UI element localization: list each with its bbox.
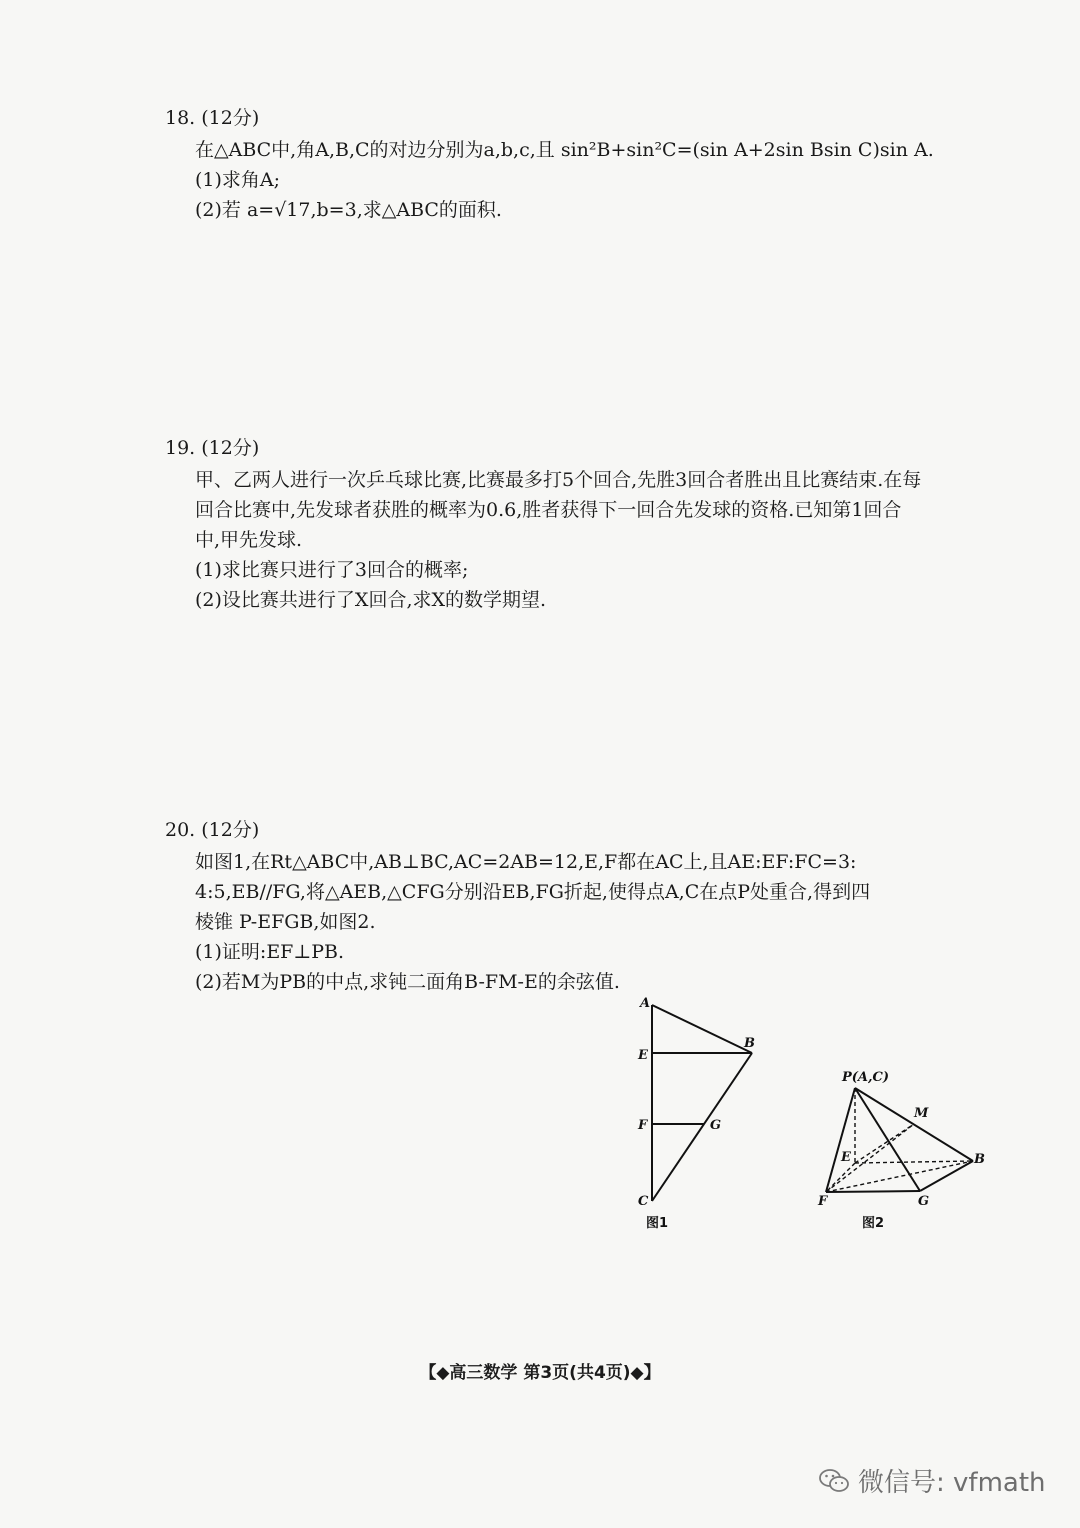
segment-FM bbox=[826, 1124, 914, 1192]
edge-GB bbox=[920, 1161, 973, 1191]
edge-EB bbox=[855, 1161, 973, 1163]
label-B: B bbox=[974, 1152, 985, 1167]
label-G: G bbox=[710, 1118, 722, 1133]
wechat-icon bbox=[818, 1467, 850, 1495]
segment-BC bbox=[652, 1053, 752, 1201]
segment-AB bbox=[652, 1005, 752, 1053]
question-20 bbox=[165, 815, 995, 997]
segment-EM bbox=[855, 1124, 914, 1163]
question-18-line-2: (1)求角A; bbox=[195, 169, 281, 191]
question-20-line-5: (2)若M为PB的中点,求钝二面角B-FM-E的余弦值. bbox=[195, 971, 620, 993]
label-E: E bbox=[841, 1150, 851, 1165]
question-19-line-3: 中,甲先发球. bbox=[195, 529, 303, 551]
question-19-line-1: 甲、乙两人进行一次乒乓球比赛,比赛最多打5个回合,先胜3回合者胜出且比赛结束.在每 bbox=[195, 469, 922, 491]
question-19-head: 19. (12分) bbox=[165, 437, 260, 459]
question-20-line-3: 棱锥 P-EFGB,如图2. bbox=[195, 911, 376, 933]
question-19-line-5: (2)设比赛共进行了X回合,求X的数学期望. bbox=[195, 589, 547, 611]
figure-1-caption: 图1 bbox=[646, 1216, 669, 1231]
question-20-line-4: (1)证明:EF⊥PB. bbox=[195, 941, 345, 963]
label-F: F bbox=[638, 1118, 648, 1133]
figure-2-caption: 图2 bbox=[862, 1216, 885, 1231]
watermark-text: 微信号: vfmath bbox=[858, 1468, 1046, 1498]
label-B: B bbox=[744, 1036, 755, 1051]
edge-PG bbox=[855, 1088, 920, 1191]
question-18 bbox=[165, 103, 995, 225]
label-E: E bbox=[638, 1048, 648, 1063]
edge-PF bbox=[826, 1088, 855, 1192]
edge-FB bbox=[826, 1161, 973, 1192]
question-18-head: 18. (12分) bbox=[165, 107, 260, 129]
question-19 bbox=[165, 433, 995, 615]
question-18-line-3: (2)若 a=√17,b=3,求△ABC的面积. bbox=[195, 199, 502, 221]
label-F: F bbox=[818, 1194, 828, 1209]
figure-2-pyramid-diagram bbox=[810, 1065, 1000, 1235]
label-M: M bbox=[914, 1106, 929, 1121]
label-C: C bbox=[638, 1194, 649, 1209]
figure-1-triangle-diagram bbox=[630, 995, 780, 1235]
label-A: A bbox=[640, 996, 651, 1011]
edge-FG bbox=[826, 1191, 920, 1192]
question-20-line-2: 4:5,EB//FG,将△AEB,△CFG分别沿EB,FG折起,使得点A,C在点P处重合,得到四 bbox=[195, 881, 871, 903]
question-19-line-4: (1)求比赛只进行了3回合的概率; bbox=[195, 559, 469, 581]
watermark bbox=[818, 1462, 1046, 1499]
page-footer: 【◆高三数学 第3页(共4页)◆】 bbox=[419, 1363, 661, 1383]
question-20-head: 20. (12分) bbox=[165, 819, 260, 841]
question-20-line-1: 如图1,在Rt△ABC中,AB⊥BC,AC=2AB=12,E,F都在AC上,且AE:EF:FC=3: bbox=[195, 851, 857, 873]
label-P: P(A,C) bbox=[842, 1070, 890, 1085]
question-18-line-1: 在△ABC中,角A,B,C的对边分别为a,b,c,且 sin²B+sin²C=(sin A+2sin Bsin C)sin A. bbox=[195, 139, 934, 161]
label-G: G bbox=[918, 1194, 930, 1209]
question-19-line-2: 回合比赛中,先发球者获胜的概率为0.6,胜者获得下一回合先发球的资格.已知第1回合 bbox=[195, 499, 902, 521]
